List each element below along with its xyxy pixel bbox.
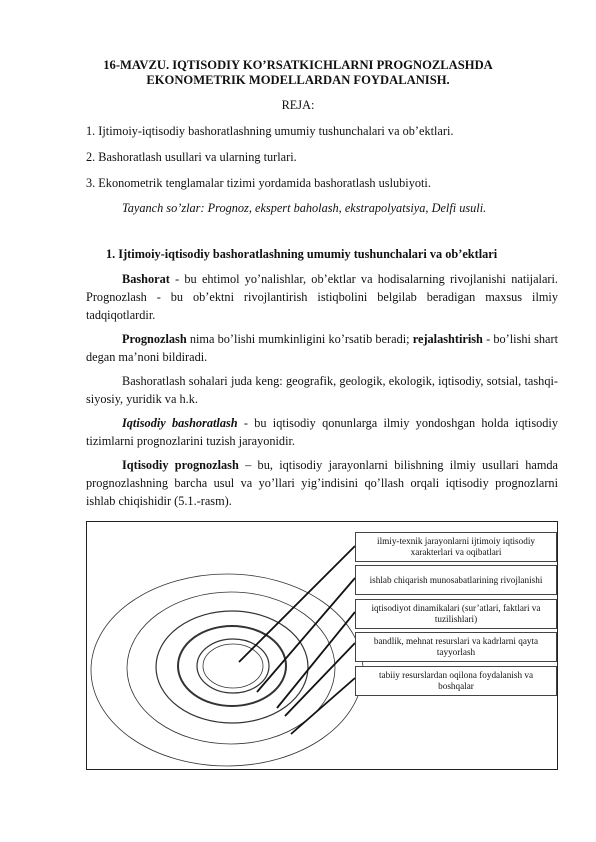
- paragraph-text: - bu iqtisodiy qonunlarga ilmiy yondoshgan holda iqtisodiy tizimlarni prognozlarini tuzish jarayonidir.: [86, 416, 558, 448]
- paragraph-text: - bo’lishi shart degan ma’noni bildiradi.: [86, 332, 559, 364]
- paragraph-text: – bu, iqtisodiy jarayonlarni bilishning ilmiy usullari hamda prognozlashning barcha usul va yo’llari yig’indisini qo’llash orqali iqtisodiy prognozlarni ishlab chiqishidir (5.1.-rasm).: [86, 458, 559, 508]
- term-rejalashtirish: rejalashtirish: [412, 332, 483, 346]
- circle-ring-2: [127, 592, 335, 744]
- paragraph-text: Bashoratlash sohalari juda keng: geografik, geologik, ekologik, iqtisodiy, sotsial, tashqi-siyosiy, yuridik va h.k.: [86, 374, 558, 406]
- leader-line-5: [291, 678, 355, 734]
- paragraph-iqtisodiy-prognozlash: [86, 456, 558, 510]
- circle-ring-1: [91, 574, 363, 766]
- circle-ring-5: [197, 639, 269, 693]
- term-iqtisodiy-prognozlash: Iqtisodiy prognozlash: [122, 458, 239, 472]
- section-heading: 1. Ijtimoiy-iqtisodiy bashoratlashning umumiy tushunchalari va ob’ektlari: [106, 247, 498, 261]
- plan-item: 2. Bashoratlash usullari va ularning turlari.: [86, 150, 297, 164]
- term-bashorat: Bashorat: [122, 272, 170, 286]
- figure-label-4: bandlik, mehnat resurslari va kadrlarni qayta tayyorlash: [355, 632, 557, 662]
- paragraph-text: nima bo’lishi mumkinligini ko’rsatib beradi;: [186, 332, 413, 346]
- title-line-2: EKONOMETRIK MODELLARDAN FOYDALANISH.: [146, 73, 450, 87]
- leader-line-3: [277, 612, 355, 708]
- figure-label-1: ilmiy-texnik jarayonlarni ijtimoiy iqtisodiy xarakterlari va oqibatlari: [355, 532, 557, 562]
- term-iqtisodiy-bashoratlash: Iqtisodiy bashoratlash: [122, 416, 238, 430]
- figure-label-5: tabiiy resurslardan oqilona foydalanish va boshqalar: [355, 666, 557, 696]
- paragraph-prognozlash: [86, 330, 558, 366]
- figure-label-2: ishlab chiqarish munosabatlarining rivojlanishi: [355, 565, 557, 595]
- circle-ring-6: [203, 644, 263, 688]
- paragraph-sohalar: [86, 372, 558, 408]
- plan-heading: REJA:: [281, 98, 315, 112]
- plan-item: 3. Ekonometrik tenglamalar tizimi yordamida bashoratlash uslubiyoti.: [86, 176, 431, 190]
- figure-concentric-diagram: [86, 521, 558, 770]
- plan-item: 1. Ijtimoiy-iqtisodiy bashoratlashning umumiy tushunchalari va ob’ektlari.: [86, 124, 454, 138]
- figure-label-3: iqtisodiyot dinamikalari (sur’atlari, faktlari va tuzilishlari): [355, 599, 557, 629]
- paragraph-text: - bu ehtimol yo’nalishlar, ob’ektlar va hodisalarning rivojlanishi natijalari. Prognozlash - bu ob’ektni rivojlantirish istiqbolini belgilab beradigan maxsus ilmiy tadqiqotlardir.: [86, 272, 558, 322]
- circle-ring-4: [178, 626, 286, 706]
- document-title: [60, 58, 536, 88]
- title-line-1: 16-MAVZU. IQTISODIY KO’RSATKICHLARNI PROGNOZLASHDA: [103, 58, 493, 72]
- paragraph-bashorat: [86, 270, 558, 324]
- paragraph-iqtisodiy-bashoratlash: [86, 414, 558, 450]
- term-prognozlash: Prognozlash: [122, 332, 187, 346]
- keywords-line: Tayanch so’zlar: Prognoz, ekspert baholash, ekstrapolyatsiya, Delfi usuli.: [122, 201, 487, 215]
